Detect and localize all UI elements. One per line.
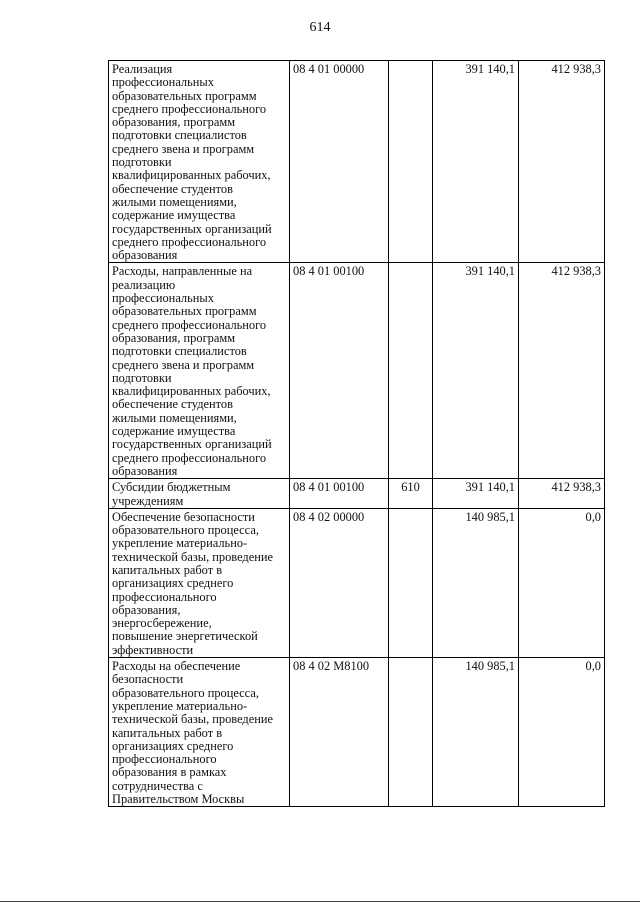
expense-name-line: профессионального: [112, 589, 217, 604]
expense-name-cell: [109, 61, 290, 263]
expense-name-line: энергосбережение,: [112, 616, 212, 631]
expense-name-line: Расходы на обеспечение: [112, 659, 241, 674]
expense-name-line: капитальных работ в: [112, 562, 223, 577]
expense-name-line: квалифицированных рабочих,: [112, 168, 271, 183]
expense-name-line: жилыми помещениями,: [112, 194, 237, 209]
expense-name-line: профессионального: [112, 752, 217, 767]
amount-year2-cell: 0,0: [519, 658, 605, 807]
expense-name-line: обеспечение студентов: [112, 397, 233, 412]
expense-name-line: эффективности: [112, 642, 194, 657]
expense-name-line: обеспечение студентов: [112, 181, 233, 196]
expense-name-line: технической базы, проведение: [112, 712, 273, 727]
expense-name-line: организациях среднего: [112, 738, 234, 753]
expense-name-cell: [109, 479, 290, 509]
expense-name-cell: [109, 658, 290, 807]
expense-name-line: подготовки специалистов: [112, 344, 247, 359]
expense-name-line: образования в рамках: [112, 765, 227, 780]
expense-name-line: подготовки: [112, 155, 172, 170]
amount-year2-cell: 412 938,3: [519, 479, 605, 509]
amount-year2-cell: 412 938,3: [519, 61, 605, 263]
expense-name-line: Правительством Москвы: [112, 792, 245, 807]
table-row: [109, 479, 605, 509]
expense-name-line: образовательного процесса,: [112, 523, 259, 538]
expense-type-cell: 610: [389, 479, 433, 509]
expense-type-cell: [389, 658, 433, 807]
expense-name-line: образовательных программ: [112, 88, 257, 103]
expense-name-line: государственных организаций: [112, 437, 272, 452]
page-bottom-rule: [0, 901, 640, 902]
expense-name-line: профессиональных: [112, 291, 214, 306]
expense-name-line: реализацию: [112, 277, 176, 292]
expense-name-line: образования: [112, 463, 178, 478]
target-article-code-cell: 08 4 01 00100: [290, 263, 389, 479]
expense-name-line: укрепление материально-: [112, 698, 248, 713]
expense-name-line: содержание имущества: [112, 208, 236, 223]
target-article-code-cell: 08 4 01 00100: [290, 479, 389, 509]
expense-name-line: учреждениям: [112, 493, 184, 508]
expense-name-line: образования,: [112, 602, 181, 617]
amount-year1-cell: 391 140,1: [433, 61, 519, 263]
expense-name-line: сотрудничества с: [112, 778, 203, 793]
table-row: [109, 508, 605, 657]
expense-name-line: безопасности: [112, 672, 184, 687]
expense-name-line: содержание имущества: [112, 424, 236, 439]
expense-type-cell: [389, 508, 433, 657]
expense-name-line: капитальных работ в: [112, 725, 223, 740]
expense-name-line: укрепление материально-: [112, 536, 248, 551]
expense-name-line: подготовки специалистов: [112, 128, 247, 143]
expense-name-line: образовательных программ: [112, 304, 257, 319]
expense-name-line: Субсидии бюджетным: [112, 480, 231, 495]
expense-name-line: среднего звена и программ: [112, 141, 255, 156]
expense-name-line: профессиональных: [112, 75, 214, 90]
table-row: [109, 263, 605, 479]
expense-name-line: образования: [112, 248, 178, 263]
budget-table: [108, 60, 605, 807]
amount-year1-cell: 140 985,1: [433, 658, 519, 807]
expense-name-line: организациях среднего: [112, 576, 234, 591]
expense-name-line: образования, программ: [112, 115, 236, 130]
expense-name-line: среднего профессионального: [112, 101, 267, 116]
amount-year2-cell: 0,0: [519, 508, 605, 657]
expense-name-line: подготовки: [112, 370, 172, 385]
expense-name-line: образовательного процесса,: [112, 685, 259, 700]
expense-name-line: Реализация: [112, 62, 173, 76]
page-number: 614: [309, 20, 331, 35]
target-article-code-cell: 08 4 02 M8100: [290, 658, 389, 807]
target-article-code-cell: 08 4 02 00000: [290, 508, 389, 657]
amount-year1-cell: 391 140,1: [433, 479, 519, 509]
expense-name-line: повышение энергетической: [112, 629, 258, 644]
expense-name-line: квалифицированных рабочих,: [112, 384, 271, 399]
expense-type-cell: [389, 61, 433, 263]
expense-name-cell: [109, 263, 290, 479]
expense-name-cell: [109, 508, 290, 657]
amount-year1-cell: 391 140,1: [433, 263, 519, 479]
expense-name-line: Обеспечение безопасности: [112, 509, 255, 524]
expense-name-line: среднего профессионального: [112, 450, 267, 465]
amount-year1-cell: 140 985,1: [433, 508, 519, 657]
expense-type-cell: [389, 263, 433, 479]
expense-name-line: жилыми помещениями,: [112, 410, 237, 425]
amount-year2-cell: 412 938,3: [519, 263, 605, 479]
expense-name-line: среднего профессионального: [112, 317, 267, 332]
budget-table-body: [109, 61, 605, 807]
expense-name-line: Расходы, направленные на: [112, 264, 253, 279]
expense-name-line: среднего звена и программ: [112, 357, 255, 372]
expense-name-line: образования, программ: [112, 330, 236, 345]
expense-name-line: государственных организаций: [112, 221, 272, 236]
table-row: [109, 61, 605, 263]
target-article-code-cell: 08 4 01 00000: [290, 61, 389, 263]
expense-name-line: среднего профессионального: [112, 234, 267, 249]
expense-name-line: технической базы, проведение: [112, 549, 273, 564]
table-row: [109, 658, 605, 807]
